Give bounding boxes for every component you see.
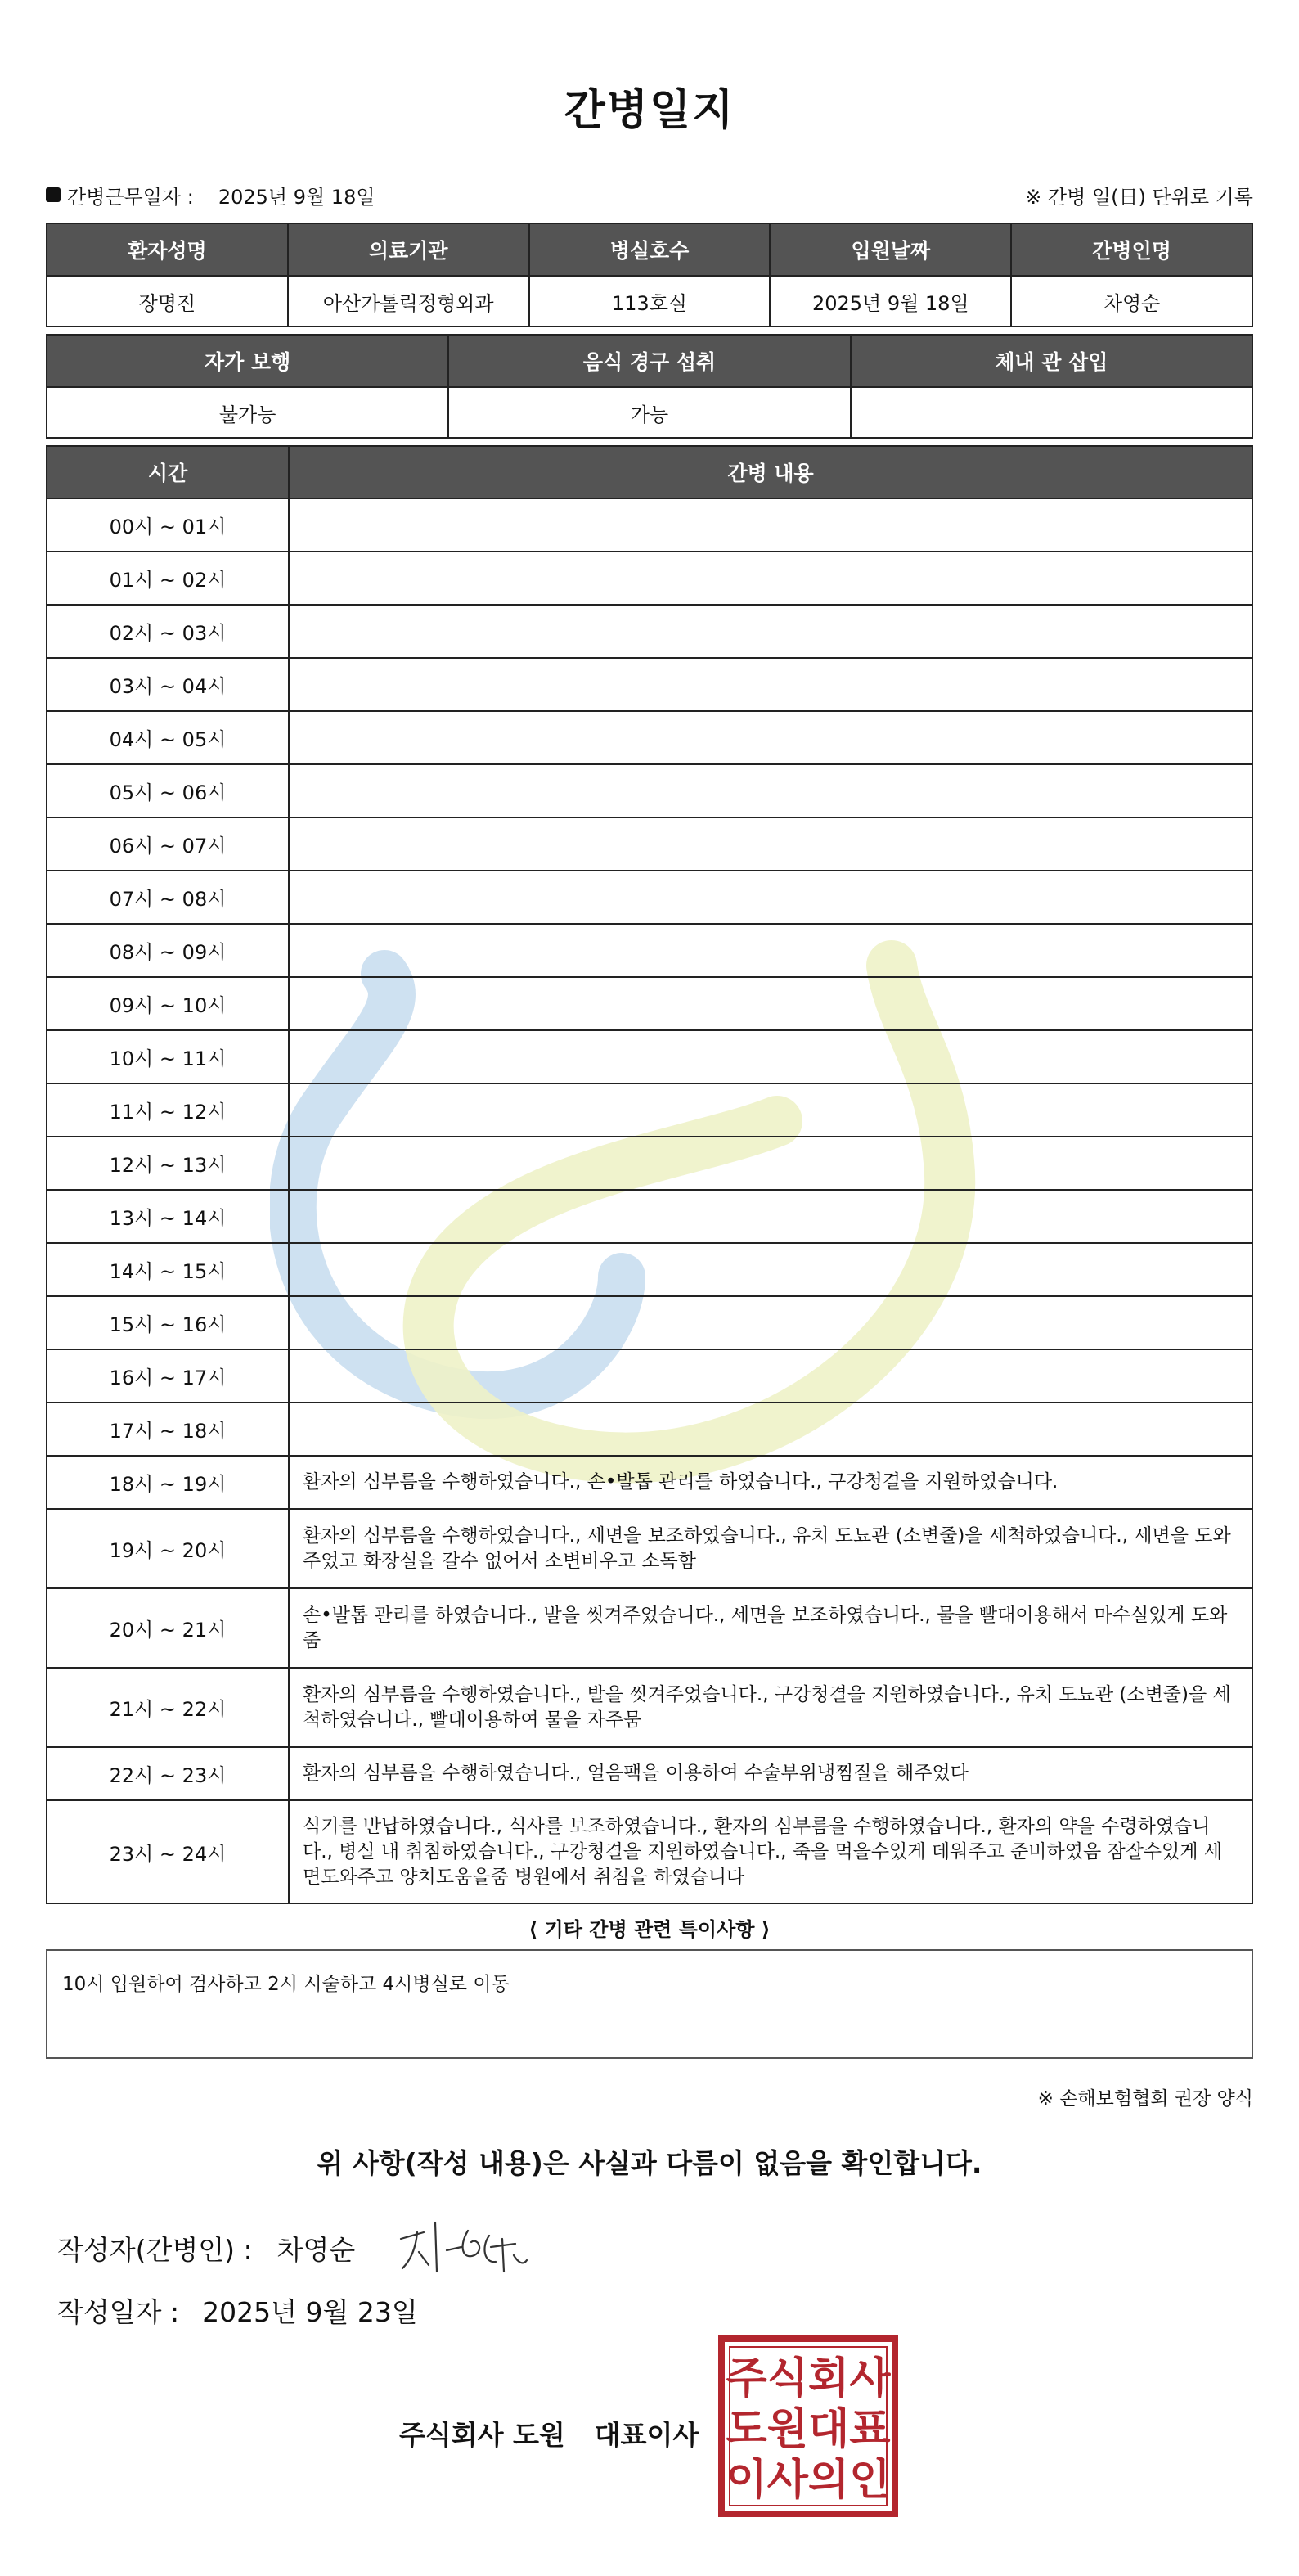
- writer-label: 작성자(간병인) :: [57, 2234, 253, 2266]
- care-log-row: [47, 1588, 1252, 1668]
- care-log-time: 07시 ~ 08시: [47, 871, 289, 924]
- care-log-time: 11시 ~ 12시: [47, 1083, 289, 1137]
- oral-intake-value: 가능: [448, 387, 850, 438]
- care-log-time: 02시 ~ 03시: [47, 605, 289, 658]
- care-log-row: [47, 977, 1252, 1030]
- care-log-row: [47, 764, 1252, 817]
- care-log-header-row: [47, 446, 1252, 498]
- care-log-time: 19시 ~ 20시: [47, 1509, 289, 1588]
- care-log-body: [47, 498, 1252, 1903]
- company-name: 주식회사 도원: [399, 2419, 565, 2451]
- patient-info-table: [46, 223, 1253, 327]
- unit-note: ※ 간병 일(日) 단위로 기록: [1025, 185, 1253, 209]
- care-log-time: 14시 ~ 15시: [47, 1243, 289, 1296]
- care-log-content: [289, 817, 1252, 871]
- patient-name: 장명진: [47, 276, 288, 327]
- care-log-content: [289, 924, 1252, 977]
- company-seal-stamp: [717, 2334, 900, 2519]
- care-log-time: 23시 ~ 24시: [47, 1800, 289, 1903]
- form-note: ※ 손해보험협회 권장 양식: [1037, 2088, 1253, 2110]
- document-title: 간병일지: [564, 86, 735, 135]
- company-title: 대표이사: [594, 2419, 699, 2451]
- care-log-time: 15시 ~ 16시: [47, 1296, 289, 1349]
- square-bullet-icon: [46, 187, 61, 202]
- care-log-time: 03시 ~ 04시: [47, 658, 289, 711]
- care-log-row: [47, 552, 1252, 605]
- care-log-time: 04시 ~ 05시: [47, 711, 289, 764]
- care-log-row: [47, 498, 1252, 552]
- care-log-row: [47, 924, 1252, 977]
- care-log-time: 12시 ~ 13시: [47, 1137, 289, 1190]
- patient-status-table: [46, 334, 1253, 439]
- care-log-content: [289, 552, 1252, 605]
- confirmation-statement: 위 사항(작성 내용)은 사실과 다름이 없음을 확인합니다.: [317, 2147, 982, 2179]
- care-log-time: 05시 ~ 06시: [47, 764, 289, 817]
- care-log-row: [47, 1509, 1252, 1588]
- care-log-row: [47, 1800, 1252, 1903]
- care-log-row: [47, 817, 1252, 871]
- care-log-row: [47, 1190, 1252, 1243]
- care-log-row: [47, 1349, 1252, 1403]
- care-log-content: [289, 1243, 1252, 1296]
- self-walking-value: 불가능: [47, 387, 448, 438]
- company-line: [399, 2414, 699, 2452]
- care-log-content: [289, 1083, 1252, 1137]
- care-log-content: 환자의 심부름을 수행하였습니다., 세면을 보조하였습니다., 유치 도뇨관 (소변줄)을 세척하였습니다., 세면을 도와주었고 화장실을 갈수 없어서 소변비우고 소독함: [289, 1509, 1252, 1588]
- care-log-content: [289, 1296, 1252, 1349]
- care-log-content: [289, 764, 1252, 817]
- care-log-time: 21시 ~ 22시: [47, 1668, 289, 1747]
- care-log-content: [289, 1190, 1252, 1243]
- patient-status-value-row: [47, 387, 1252, 438]
- header-admission-date: 입원날짜: [770, 223, 1011, 276]
- care-log-row: [47, 1296, 1252, 1349]
- care-log-time: 20시 ~ 21시: [47, 1588, 289, 1668]
- care-log-time: 17시 ~ 18시: [47, 1403, 289, 1456]
- seal-line-3: 이사의인: [726, 2456, 891, 2505]
- written-date-line: [57, 2291, 418, 2330]
- care-log-time: 16시 ~ 17시: [47, 1349, 289, 1403]
- care-log-time: 18시 ~ 19시: [47, 1456, 289, 1509]
- care-log-time: 13시 ~ 14시: [47, 1190, 289, 1243]
- care-log-content: [289, 1137, 1252, 1190]
- special-notes-box: 10시 입원하여 검사하고 2시 시술하고 4시병실로 이동: [46, 1949, 1253, 2059]
- care-log-row: [47, 1668, 1252, 1747]
- care-log-time: 01시 ~ 02시: [47, 552, 289, 605]
- patient-info-value-row: [47, 276, 1252, 327]
- care-log-time: 22시 ~ 23시: [47, 1747, 289, 1800]
- header-patient-name: 환자성명: [47, 223, 288, 276]
- admission-date: 2025년 9월 18일: [770, 276, 1011, 327]
- work-date: [46, 181, 375, 209]
- care-log-content: 식기를 반납하였습니다., 식사를 보조하였습니다., 환자의 심부름을 수행하였습니다., 환자의 약을 수령하였습니다., 병실 내 취침하였습니다., 구강청결을 지원하였습니다., 죽을 먹을수있게 데워주고 준비하였음 잠잘수있게 세면도와주고 양치도움을줌 병원에서 취침을 하였습니다: [289, 1800, 1252, 1903]
- work-date-label: 간병근무일자 :: [67, 185, 194, 209]
- care-log-row: [47, 1403, 1252, 1456]
- care-log-row: [47, 605, 1252, 658]
- care-log-row: [47, 1456, 1252, 1509]
- writer-line: [57, 2229, 355, 2268]
- seal-line-2: 도원대표: [726, 2405, 891, 2454]
- writer-name: 차영순: [276, 2234, 356, 2266]
- written-date-label: 작성일자 :: [57, 2296, 180, 2328]
- patient-info-header-row: [47, 223, 1252, 276]
- patient-status-header-row: [47, 335, 1252, 387]
- care-log-content: [289, 605, 1252, 658]
- header-oral-intake: 음식 경구 섭취: [448, 335, 850, 387]
- care-log-table: [46, 445, 1253, 1904]
- tube-insertion-value: [851, 387, 1252, 438]
- care-log-time: 00시 ~ 01시: [47, 498, 289, 552]
- care-log-row: [47, 1747, 1252, 1800]
- care-log-time: 10시 ~ 11시: [47, 1030, 289, 1083]
- header-self-walking: 자가 보행: [47, 335, 448, 387]
- care-log-content: 환자의 심부름을 수행하였습니다., 손•발톱 관리를 하였습니다., 구강청결을 지원하였습니다.: [289, 1456, 1252, 1509]
- care-log-row: [47, 1137, 1252, 1190]
- care-log-content: [289, 1349, 1252, 1403]
- care-log-content: [289, 498, 1252, 552]
- care-log-content: 환자의 심부름을 수행하였습니다., 발을 씻겨주었습니다., 구강청결을 지원하였습니다., 유치 도뇨관 (소변줄)을 세척하였습니다., 빨대이용하여 물을 자주뭄: [289, 1668, 1252, 1747]
- header-care-content: 간병 내용: [289, 446, 1252, 498]
- care-log-row: [47, 1083, 1252, 1137]
- header-tube-insertion: 체내 관 삽입: [851, 335, 1252, 387]
- care-log-row: [47, 658, 1252, 711]
- work-date-value: 2025년 9월 18일: [218, 185, 375, 209]
- care-log-row: [47, 711, 1252, 764]
- header-caregiver-name: 간병인명: [1011, 223, 1252, 276]
- care-log-content: [289, 711, 1252, 764]
- hospital-name: 아산가톨릭정형외과: [288, 276, 529, 327]
- care-log-row: [47, 871, 1252, 924]
- header-room: 병실호수: [529, 223, 771, 276]
- care-log-content: [289, 871, 1252, 924]
- care-log-row: [47, 1243, 1252, 1296]
- care-log-content: [289, 1030, 1252, 1083]
- room-number: 113호실: [529, 276, 771, 327]
- care-log-time: 08시 ~ 09시: [47, 924, 289, 977]
- care-log-row: [47, 1030, 1252, 1083]
- care-log-content: [289, 977, 1252, 1030]
- seal-line-1: 주식회사: [726, 2354, 891, 2403]
- care-log-content: [289, 658, 1252, 711]
- special-notes-title: ⟨ 기타 간병 관련 특이사항 ⟩: [528, 1918, 771, 1941]
- header-hospital: 의료기관: [288, 223, 529, 276]
- care-log-content: 환자의 심부름을 수행하였습니다., 얼음팩을 이용하여 수술부위냉찜질을 해주었다: [289, 1747, 1252, 1800]
- care-log-time: 09시 ~ 10시: [47, 977, 289, 1030]
- care-log-content: [289, 1403, 1252, 1456]
- care-log-time: 06시 ~ 07시: [47, 817, 289, 871]
- handwritten-signature: [393, 2214, 532, 2280]
- meta-row: [46, 178, 1253, 211]
- care-log-content: 손•발톱 관리를 하였습니다., 발을 씻겨주었습니다., 세면을 보조하였습니다., 물을 빨대이용해서 마수실있게 도와줌: [289, 1588, 1252, 1668]
- written-date-value: 2025년 9월 23일: [202, 2296, 418, 2328]
- caregiver-name: 차영순: [1011, 276, 1252, 327]
- header-time: 시간: [47, 446, 289, 498]
